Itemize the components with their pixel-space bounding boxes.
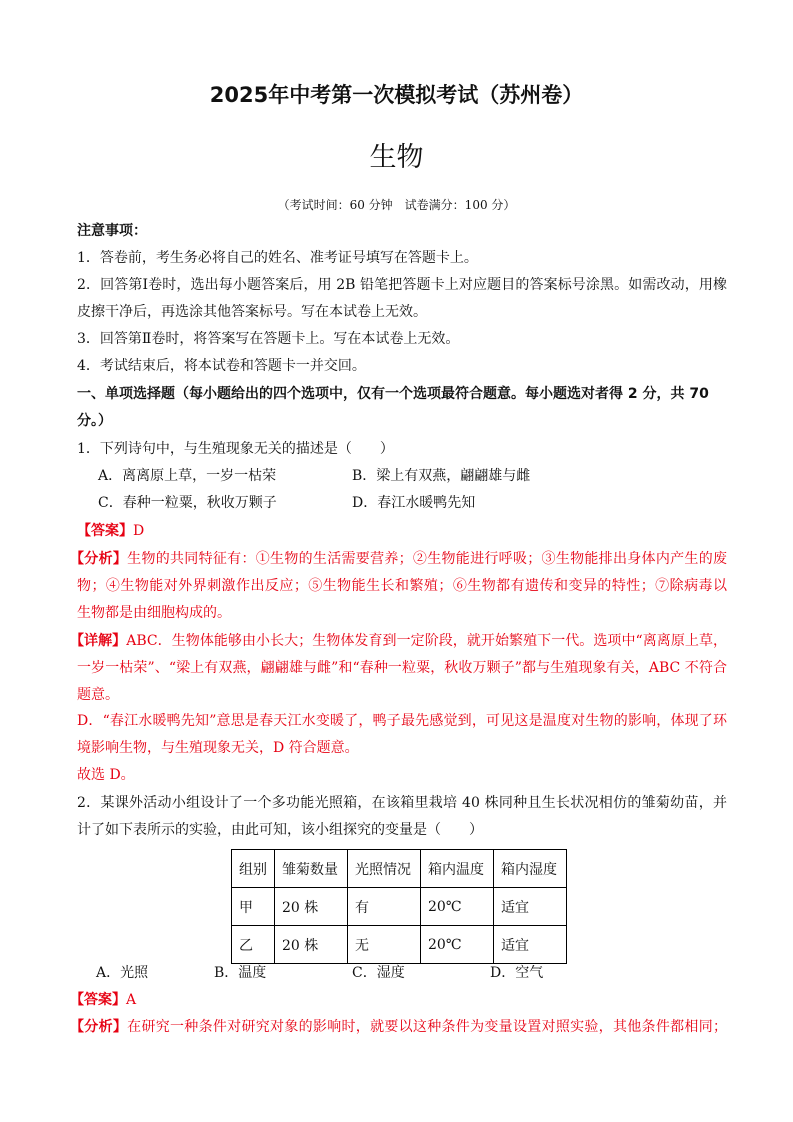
detail-text: ABC．生物体能够由小长大；生物体发育到一定阶段，就开始繁殖下一代。选项中“离离原上草，	[126, 633, 727, 649]
notice-item: 1．答卷前，考生务必将自己的姓名、准考证号填写在答题卡上。	[77, 250, 478, 266]
q1-analysis-line: 物；④生物能对外界刺激作出反应；⑤生物能生长和繁殖；⑥生物都有遗传和变异的特性；⑦除病毒以	[77, 578, 727, 594]
detail-tag: 【详解】	[70, 633, 127, 649]
notice-item: 2．回答第Ⅰ卷时，选出每小题答案后，用 2B 铅笔把答题卡上对应题目的答案标号涂黑。如需改动，用橡	[77, 277, 727, 293]
q1-analysis-line: 生物都是由细胞构成的。	[77, 605, 231, 621]
q1-stem: 1．下列诗句中，与生殖现象无关的描述是（ ）	[77, 441, 394, 457]
analysis-text: 在研究一种条件对研究对象的影响时，就要以这种条件为变量设置对照实验，其他条件都相同；	[127, 1019, 727, 1035]
table-cell: 有	[348, 888, 421, 926]
table-header-row	[232, 850, 567, 888]
q2-stem-line: 计了如下表所示的实验，由此可知，该小组探究的变量是（ ）	[77, 822, 483, 838]
table-header: 箱内温度	[421, 850, 494, 888]
answer-tag: 【答案】	[70, 992, 126, 1008]
q2-option-d: D．空气	[490, 965, 544, 981]
table-header: 箱内湿度	[494, 850, 567, 888]
q1-detail-line: 题意。	[77, 687, 119, 703]
table-cell: 乙	[232, 926, 275, 964]
q1-detail	[70, 631, 727, 651]
q1-detail-line: D．“春江水暖鸭先知”意思是春天江水变暖了，鸭子最先感觉到，可见这是温度对生物的影响，体现了环	[77, 713, 727, 729]
analysis-tag: 【分析】	[70, 1019, 128, 1035]
q2-answer	[70, 990, 720, 1010]
q2-option-a: A．光照	[96, 965, 149, 981]
q1-option-c: C．春种一粒粟，秋收万颗子	[98, 495, 277, 511]
analysis-tag: 【分析】	[70, 551, 128, 567]
table-cell: 20℃	[421, 888, 494, 926]
experiment-table	[231, 849, 567, 964]
exam-title: 2025年中考第一次模拟考试（苏州卷）	[209, 83, 584, 107]
q1-conclusion: 故选 D。	[77, 767, 135, 783]
answer-value: D	[133, 523, 145, 539]
table-cell: 适宜	[494, 926, 567, 964]
table-cell: 20 株	[275, 888, 348, 926]
section-heading-cont: 分。）	[77, 413, 112, 429]
q2-stem: 2．某课外活动小组设计了一个多功能光照箱，在该箱里栽培 40 株同种且生长状况相仿的雏菊幼苗，并	[77, 795, 727, 811]
table-header: 组别	[232, 850, 275, 888]
q1-option-d: D．春江水暖鸭先知	[352, 495, 476, 511]
table-cell: 适宜	[494, 888, 567, 926]
table-cell: 20 株	[275, 926, 348, 964]
q1-option-b: B．梁上有双燕，翩翩雄与雌	[352, 468, 531, 484]
table-row	[232, 888, 567, 926]
notice-item: 4．考试结束后，将本试卷和答题卡一并交回。	[77, 358, 366, 374]
table-cell: 20℃	[421, 926, 494, 964]
answer-tag: 【答案】	[77, 523, 133, 539]
analysis-text: 生物的共同特征有：①生物的生活需要营养；②生物能进行呼吸；③生物能排出身体内产生的废	[127, 551, 727, 567]
q2-option-b: B．温度	[214, 965, 267, 981]
q1-detail-line: 境影响生物，与生殖现象无关，D 符合题意。	[77, 740, 359, 756]
section-heading: 一、单项选择题（每小题给出的四个选项中，仅有一个选项最符合题意。每小题选对者得 2 分，共 70	[77, 386, 709, 402]
q1-detail-line: 一岁一枯荣”、“梁上有双燕，翩翩雄与雌”和“春种一粒粟，秋收万颗子”都与生殖现象有关，ABC 不符合	[77, 660, 727, 676]
q2-analysis	[70, 1017, 727, 1037]
notice-item: 3．回答第Ⅱ卷时，将答案写在答题卡上。写在本试卷上无效。	[77, 331, 460, 347]
q1-analysis	[70, 549, 727, 569]
q2-option-c: C．湿度	[352, 965, 405, 981]
exam-info: （考试时间：60 分钟 试卷满分：100 分）	[277, 198, 516, 212]
q1-option-a: A．离离原上草，一岁一枯荣	[98, 468, 277, 484]
answer-value: A	[126, 992, 137, 1008]
table-cell: 无	[348, 926, 421, 964]
table-row	[232, 926, 567, 964]
subject-title: 生物	[369, 142, 424, 173]
table-cell: 甲	[232, 888, 275, 926]
notice-heading: 注意事项：	[77, 223, 147, 239]
table-header: 光照情况	[348, 850, 421, 888]
notice-item: 皮擦干净后，再选涂其他答案标号。写在本试卷上无效。	[77, 304, 427, 320]
table-header: 雏菊数量	[275, 850, 348, 888]
q1-answer	[77, 521, 727, 541]
